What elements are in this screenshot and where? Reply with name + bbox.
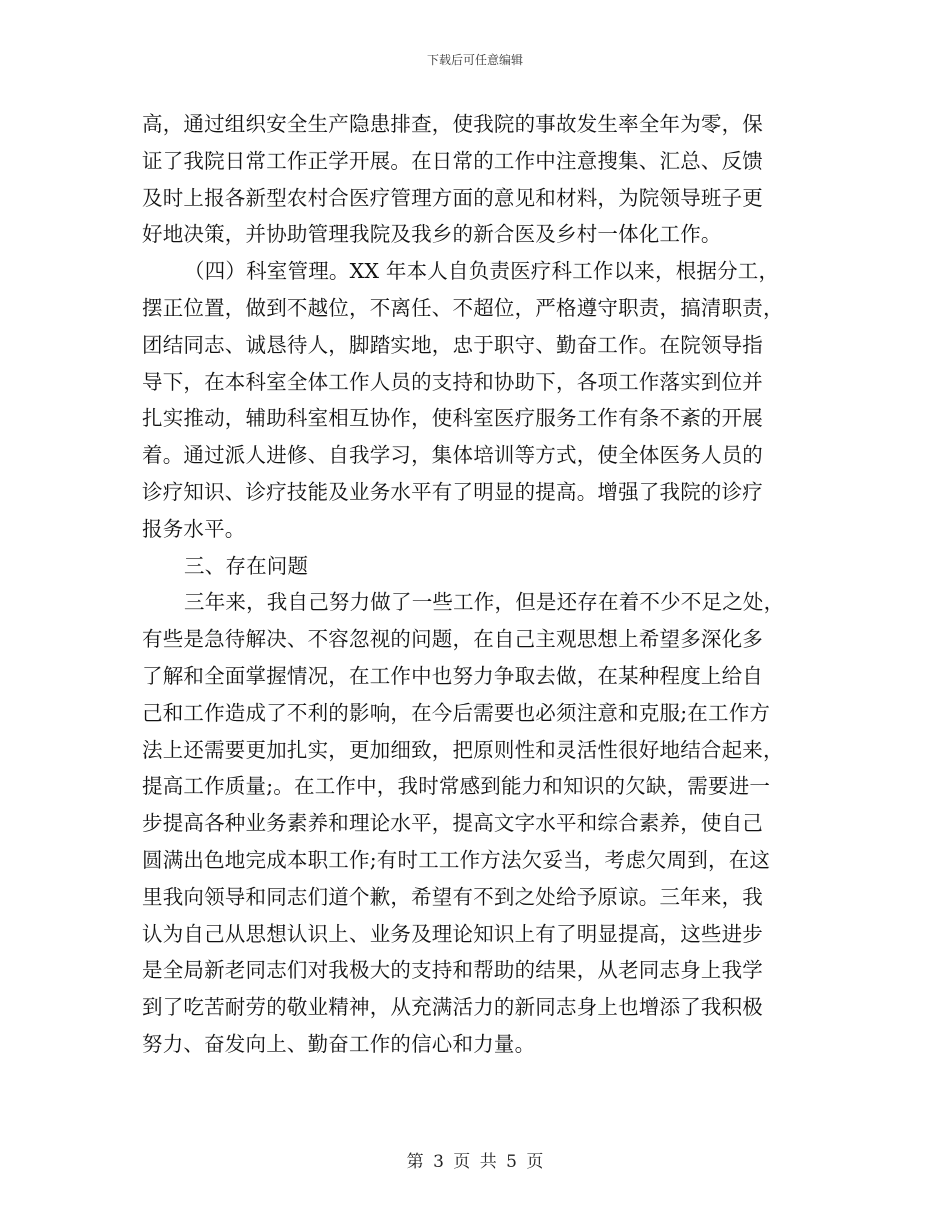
text-line: 报务水平。: [142, 516, 246, 541]
document-body: [142, 106, 802, 1063]
text-line: 里我向领导和同志们道个歉，希望有不到之处给予原谅。三年来，我: [142, 884, 763, 909]
text-line: 着。通过派人进修、自我学习，集体培训等方式，使全体医务人员的: [142, 443, 763, 468]
section-heading-problems: 三、存在问题: [184, 553, 309, 578]
text-line: 己和工作造成了不利的影响，在今后需要也必须注意和克服;在工作方: [142, 700, 771, 725]
page-header: 下载后可任意编辑: [426, 53, 523, 67]
text-line: 法上还需要更加扎实，更加细致，把原则性和灵活性很好地结合起来，: [142, 737, 784, 762]
text-line: 团结同志、诚恳待人，脚踏实地，忠于职守、勤奋工作。在院领导指: [142, 332, 763, 357]
text-line: 三年来，我自己努力做了一些工作，但是还存在着不少不足之处，: [184, 590, 785, 615]
text-line: 诊疗知识、诊疗技能及业务水平有了明显的提高。增强了我院的诊疗: [142, 479, 763, 504]
text-line: 是全局新老同志们对我极大的支持和帮助的结果，从老同志身上我学: [142, 958, 763, 983]
text-line: 证了我院日常工作正学开展。在日常的工作中注意搜集、汇总、反馈: [142, 148, 763, 173]
page-number-footer: 第 3 页 共 5 页: [406, 1152, 544, 1172]
text-line: 提高工作质量;。在工作中，我时常感到能力和知识的欠缺，需要进一: [142, 774, 771, 799]
text-line: 及时上报各新型农村合医疗管理方面的意见和材料，为院领导班子更: [142, 185, 763, 210]
text-line: 扎实推动，辅助科室相互协作，使科室医疗服务工作有条不紊的开展: [142, 406, 763, 431]
text-line: 到了吃苦耐劳的敬业精神，从充满活力的新同志身上也增添了我积极: [142, 995, 763, 1020]
text-line: 有些是急待解决、不容忽视的问题，在自己主观思想上希望多深化多: [142, 627, 763, 652]
text-line: 步提高各种业务素养和理论水平，提高文字水平和综合素养，使自己: [142, 811, 763, 836]
text-line: 努力、奋发向上、勤奋工作的信心和力量。: [142, 1031, 536, 1056]
text-line: 好地决策，并协助管理我院及我乡的新合医及乡村一体化工作。: [142, 222, 722, 247]
text-line: 了解和全面掌握情况，在工作中也努力争取去做，在某种程度上给自: [142, 663, 763, 688]
text-line: 导下，在本科室全体工作人员的支持和协助下，各项工作落实到位并: [142, 369, 763, 394]
text-line: 摆正位置，做到不越位，不离任、不超位，严格遵守职责，搞清职责，: [142, 295, 784, 320]
text-line: 认为自己从思想认识上、业务及理论知识上有了明显提高，这些进步: [142, 921, 763, 946]
text-line: 圆满出色地完成本职工作;有时工工作方法欠妥当，考虑欠周到，在这: [142, 847, 771, 872]
section-four-heading-line: （四）科室管理。XX 年本人自负责医疗科工作以来，根据分工，: [184, 259, 780, 284]
text-line: 高，通过组织安全生产隐患排查，使我院的事故发生率全年为零，保: [142, 112, 763, 136]
